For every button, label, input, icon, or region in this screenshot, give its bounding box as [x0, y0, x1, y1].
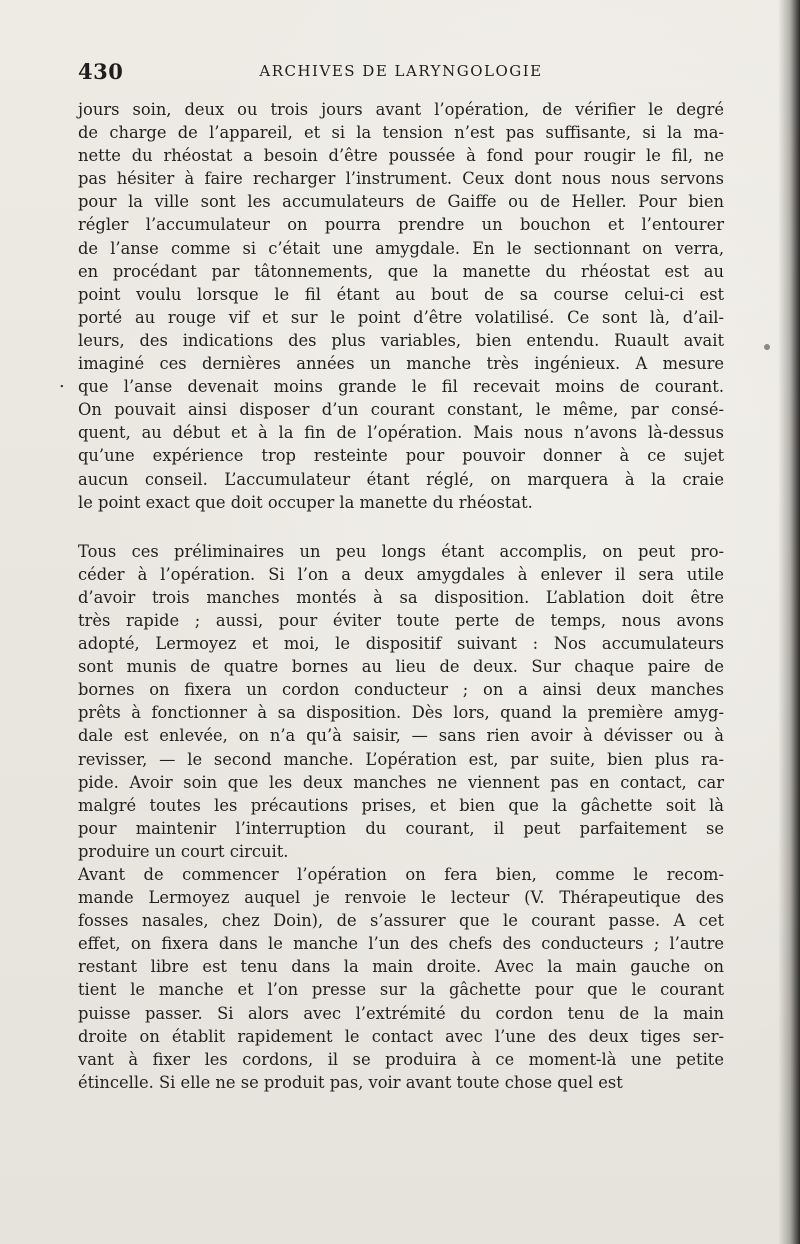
text-line: puisse passer. Si alors avec l’extrémité du cordon tenu de la main: [78, 1003, 724, 1023]
text-line: étincelle. Si elle ne se produit pas, voir avant toute chose quel est: [78, 1072, 623, 1092]
text-line: On pouvait ainsi disposer d’un courant constant, le même, par consé-: [78, 400, 724, 420]
text-line: porté au rouge vif et sur le point d’être volatilisé. Ce sont là, d’ail-: [78, 307, 724, 327]
text-line: pour la ville sont les accumulateurs de Gaiffe ou de Heller. Pour bien: [78, 192, 724, 212]
text-line: vant à fixer les cordons, il se produira à ce moment-là une petite: [78, 1049, 724, 1069]
text-line: prêts à fonctionner à sa disposition. Dès lors, quand la première amyg-: [78, 703, 724, 723]
text-line: nette du rhéostat a besoin d’être poussée à fond pour rougir le fil, ne: [78, 146, 724, 166]
text-line: d’avoir trois manches montés à sa disposition. L’ablation doit être: [78, 587, 724, 607]
text-line: le point exact que doit occuper la manette du rhéostat.: [78, 492, 533, 512]
running-head: ARCHIVES DE LARYNGOLOGIE: [259, 62, 543, 80]
text-line: fosses nasales, chez Doin), de s’assurer que le courant passe. A cet: [78, 911, 724, 931]
text-line: de l’anse comme si c’était une amygdale. En le sectionnant on verra,: [78, 238, 724, 258]
text-line: Avant de commencer l’opération on fera bien, comme le recom-: [78, 865, 724, 884]
text-line: Tous ces préliminaires un peu longs étant accomplis, on peut pro-: [78, 541, 724, 561]
text-line: droite on établit rapidement le contact avec l’une des deux tiges ser-: [78, 1026, 724, 1046]
paragraph: [78, 863, 724, 1094]
text-line: aucun conseil. L’accumulateur étant réglé, on marquera à la craie: [78, 469, 724, 489]
text-line: bornes on fixera un cordon conducteur ; on a ainsi deux manches: [78, 680, 724, 700]
text-line: sont munis de quatre bornes au lieu de deux. Sur chaque paire de: [78, 657, 724, 677]
text-line: très rapide ; aussi, pour éviter toute perte de temps, nous avons: [78, 610, 724, 630]
text-line: qu’une expérience trop resteinte pour pouvoir donner à ce sujet: [78, 446, 724, 466]
text-line: malgré toutes les précautions prises, et bien que la gâchette soit là: [78, 795, 724, 815]
text-line: restant libre est tenu dans la main droite. Avec la main gauche on: [78, 957, 724, 977]
text-line: céder à l’opération. Si l’on a deux amygdales à enlever il sera utile: [78, 564, 724, 584]
text-line: effet, on fixera dans le manche l’un des chefs des conducteurs ; l’autre: [78, 934, 724, 954]
text-line: mande Lermoyez auquel je renvoie le lecteur (V. Thérapeutique des: [78, 888, 724, 908]
text-line: régler l’accumulateur on pourra prendre un bouchon et l’entourer: [78, 215, 724, 235]
paragraph: [78, 540, 724, 863]
text-line: point voulu lorsque le fil étant au bout de sa course celui-ci est: [78, 284, 724, 304]
text-line: jours soin, deux ou trois jours avant l’opération, de vérifier le degré: [78, 100, 724, 119]
text-line: produire un court circuit.: [78, 841, 289, 861]
text-line: que l’anse devenait moins grande le fil recevait moins de courant.: [78, 377, 724, 397]
paragraph-gap: [78, 514, 724, 540]
text-line: pide. Avoir soin que les deux manches ne viennent pas en contact, car: [78, 772, 724, 792]
text-line: pas hésiter à faire recharger l’instrument. Ceux dont nous nous servons: [78, 169, 724, 189]
page-number: 430: [78, 59, 124, 84]
text-line: adopté, Lermoyez et moi, le dispositif suivant : Nos accumulateurs: [78, 634, 724, 654]
text-line: pour maintenir l’interruption du courant, il peut parfaitement se: [78, 818, 724, 838]
paragraph: [78, 98, 724, 514]
page-edge-shadow: [778, 0, 800, 1244]
text-line: en procédant par tâtonnements, que la manette du rhéostat est au: [78, 261, 724, 281]
text-line: leurs, des indications des plus variables, bien entendu. Ruault avait: [78, 330, 724, 350]
text-line: quent, au début et à la fin de l’opération. Mais nous n’avons là-dessus: [78, 423, 724, 443]
text-line: dale est enlevée, on n’a qu’à saisir, — sans rien avoir à dévisser ou à: [78, 726, 724, 746]
paper-spot: [764, 344, 770, 350]
text-line: revisser, — le second manche. L’opération est, par suite, bien plus ra-: [78, 749, 724, 769]
text-line: de charge de l’appareil, et si la tension n’est pas suffisante, si la ma-: [78, 123, 724, 143]
text-line: imaginé ces dernières années un manche très ingénieux. A mesure: [78, 354, 724, 374]
margin-mark: .: [59, 371, 65, 392]
page-header: [78, 56, 724, 86]
body-text: [78, 98, 724, 1094]
text-line: tient le manche et l’on presse sur la gâchette pour que le courant: [78, 980, 724, 1000]
